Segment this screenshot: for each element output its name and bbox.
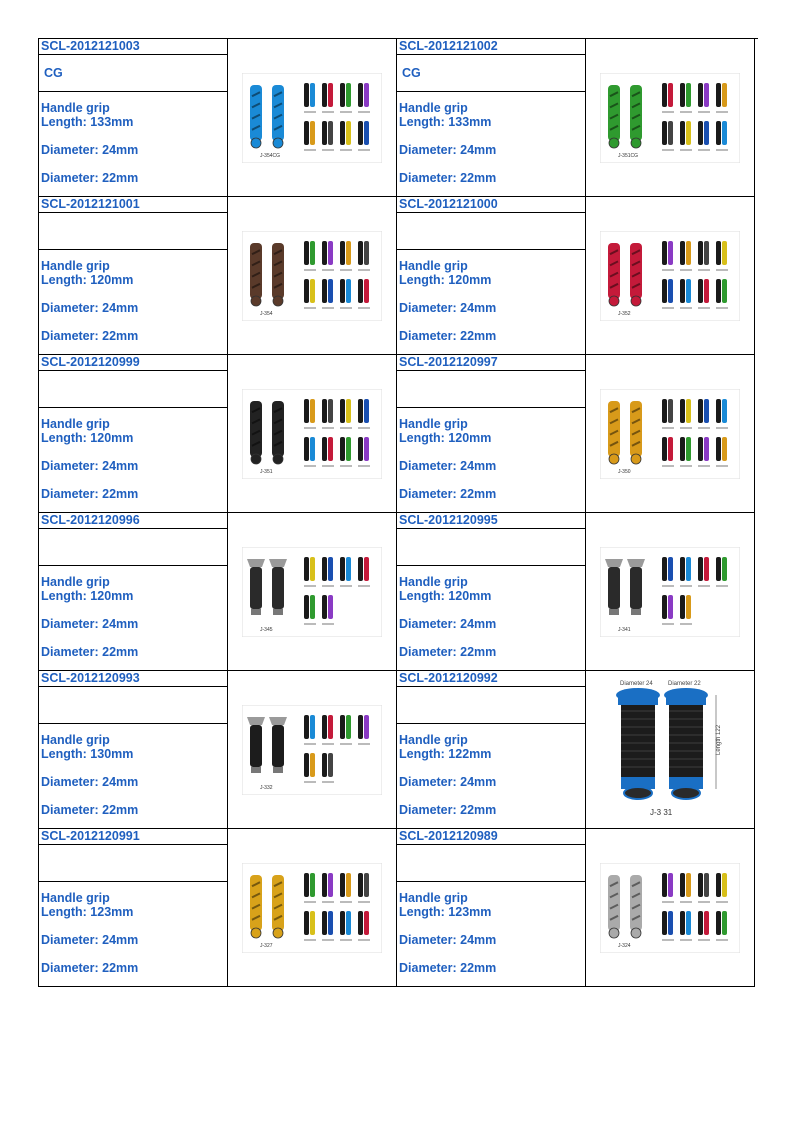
product-row <box>39 355 758 513</box>
brand-label: CG <box>39 55 227 92</box>
product-image-cell <box>586 355 755 513</box>
brand-label: CG <box>397 55 585 92</box>
product-info <box>397 671 586 829</box>
diameter-24-value: Diameter: 24mm <box>399 301 497 315</box>
spec-block <box>39 250 227 354</box>
length-value: Length: 120mm <box>41 589 134 603</box>
brand-label <box>397 687 585 724</box>
product-row <box>39 513 758 671</box>
product-info <box>39 513 228 671</box>
product-image-cell <box>586 829 755 987</box>
product-photo <box>242 73 382 163</box>
product-info <box>397 355 586 513</box>
product-info <box>39 671 228 829</box>
product-image-cell <box>586 39 755 197</box>
length-label: Length 122 <box>716 724 722 755</box>
product-row <box>39 39 758 197</box>
length-value: Length: 123mm <box>399 905 492 919</box>
main-grip-left <box>608 401 620 464</box>
product-name: Handle grip <box>41 733 110 747</box>
main-grip-right <box>272 401 284 464</box>
main-grip-right <box>272 243 284 306</box>
diameter-24-value: Diameter: 24mm <box>41 617 139 631</box>
diameter-24-value: Diameter: 24mm <box>399 617 497 631</box>
spec-block <box>397 250 585 354</box>
product-info <box>397 39 586 197</box>
product-photo <box>242 389 382 479</box>
model-label: J-351 <box>260 468 273 475</box>
product-info <box>397 197 586 355</box>
product-info <box>397 513 586 671</box>
diameter-24-value: Diameter: 24mm <box>41 933 139 947</box>
product-photo-large <box>590 675 750 825</box>
main-grip-left <box>250 243 262 306</box>
diameter-24-value: Diameter: 24mm <box>41 775 139 789</box>
brand-label <box>397 371 585 408</box>
product-image-cell <box>228 671 397 829</box>
brand-label <box>39 529 227 566</box>
diameter-22-value: Diameter: 22mm <box>399 645 497 659</box>
diameter-22-value: Diameter: 22mm <box>41 329 139 343</box>
length-value: Length: 120mm <box>399 589 492 603</box>
product-name: Handle grip <box>399 575 468 589</box>
product-photo <box>600 863 740 953</box>
product-code: SCL-2012121002 <box>397 39 585 55</box>
diameter-22-value: Diameter: 22mm <box>399 803 497 817</box>
product-name: Handle grip <box>399 417 468 431</box>
product-image-cell <box>228 197 397 355</box>
product-info <box>39 829 228 987</box>
diameter-left-label: Diameter 24 <box>620 680 653 687</box>
product-image-cell <box>228 829 397 987</box>
product-photo <box>242 231 382 321</box>
product-photo <box>600 389 740 479</box>
length-value: Length: 120mm <box>41 273 134 287</box>
product-image-cell <box>228 513 397 671</box>
product-image-cell <box>228 355 397 513</box>
product-code: SCL-2012120996 <box>39 513 227 529</box>
spec-block <box>397 882 585 986</box>
product-name: Handle grip <box>41 417 110 431</box>
length-value: Length: 120mm <box>399 273 492 287</box>
length-value: Length: 133mm <box>41 115 134 129</box>
diameter-24-value: Diameter: 24mm <box>41 301 139 315</box>
product-name: Handle grip <box>41 891 110 905</box>
main-grip-right <box>630 85 642 148</box>
product-code: SCL-2012121000 <box>397 197 585 213</box>
product-info <box>39 355 228 513</box>
diameter-24-value: Diameter: 24mm <box>399 459 497 473</box>
big-grip-right <box>664 688 708 799</box>
product-info <box>397 829 586 987</box>
model-label: J-350 <box>618 468 631 475</box>
main-grip-right <box>272 875 284 938</box>
main-grip-left <box>608 85 620 148</box>
product-name: Handle grip <box>399 733 468 747</box>
length-value: Length: 120mm <box>41 431 134 445</box>
product-name: Handle grip <box>41 259 110 273</box>
length-value: Length: 133mm <box>399 115 492 129</box>
spec-block <box>397 92 585 196</box>
diameter-24-value: Diameter: 24mm <box>41 143 139 157</box>
model-label: J-345 <box>260 626 273 633</box>
product-row <box>39 197 758 355</box>
diameter-22-value: Diameter: 22mm <box>399 487 497 501</box>
diameter-22-value: Diameter: 22mm <box>41 171 139 185</box>
product-photo <box>242 705 382 795</box>
product-row <box>39 671 758 829</box>
diameter-22-value: Diameter: 22mm <box>399 329 497 343</box>
brand-label <box>397 213 585 250</box>
product-photo <box>600 73 740 163</box>
big-grip-left <box>616 688 660 799</box>
spec-block <box>397 566 585 670</box>
spec-block <box>39 724 227 828</box>
diameter-22-value: Diameter: 22mm <box>399 961 497 975</box>
product-name: Handle grip <box>41 101 110 115</box>
product-info <box>39 39 228 197</box>
product-photo <box>242 547 382 637</box>
main-grip-left <box>250 401 262 464</box>
product-code: SCL-2012121003 <box>39 39 227 55</box>
product-image-cell <box>228 39 397 197</box>
model-label: J-3 31 <box>650 807 673 817</box>
model-label: J-352 <box>618 310 631 317</box>
main-grip-left <box>250 875 262 938</box>
model-label: J-341 <box>618 626 631 633</box>
model-label: J-351CG <box>618 152 639 159</box>
product-name: Handle grip <box>399 259 468 273</box>
spec-block <box>39 882 227 986</box>
spec-block <box>39 92 227 196</box>
spec-block <box>39 408 227 512</box>
product-sheet <box>38 38 758 987</box>
length-value: Length: 123mm <box>41 905 134 919</box>
product-code: SCL-2012120992 <box>397 671 585 687</box>
product-image-cell <box>586 513 755 671</box>
brand-label <box>39 687 227 724</box>
product-row <box>39 829 758 987</box>
spec-block <box>397 408 585 512</box>
product-image-cell <box>586 671 755 829</box>
product-code: SCL-2012120995 <box>397 513 585 529</box>
diameter-24-value: Diameter: 24mm <box>399 775 497 789</box>
main-grip-left <box>608 875 620 938</box>
brand-label <box>39 845 227 882</box>
product-code: SCL-2012121001 <box>39 197 227 213</box>
product-photo <box>242 863 382 953</box>
spec-block <box>39 566 227 670</box>
product-name: Handle grip <box>41 575 110 589</box>
product-photo <box>600 231 740 321</box>
model-label: J-327 <box>260 942 273 949</box>
diameter-22-value: Diameter: 22mm <box>399 171 497 185</box>
diameter-22-value: Diameter: 22mm <box>41 803 139 817</box>
length-value: Length: 122mm <box>399 747 492 761</box>
spec-block <box>397 724 585 828</box>
model-label: J-324 <box>618 942 631 949</box>
main-grip-right <box>630 875 642 938</box>
product-name: Handle grip <box>399 891 468 905</box>
model-label: J-354CG <box>260 152 281 159</box>
product-photo <box>600 547 740 637</box>
product-code: SCL-2012120999 <box>39 355 227 371</box>
product-info <box>39 197 228 355</box>
model-label: J-332 <box>260 784 273 791</box>
diameter-22-value: Diameter: 22mm <box>41 645 139 659</box>
length-value: Length: 120mm <box>399 431 492 445</box>
brand-label <box>397 845 585 882</box>
diameter-22-value: Diameter: 22mm <box>41 961 139 975</box>
main-grip-left <box>608 243 620 306</box>
brand-label <box>39 371 227 408</box>
brand-label <box>39 213 227 250</box>
main-grip-right <box>630 243 642 306</box>
length-value: Length: 130mm <box>41 747 134 761</box>
diameter-24-value: Diameter: 24mm <box>399 933 497 947</box>
diameter-22-value: Diameter: 22mm <box>41 487 139 501</box>
product-code: SCL-2012120989 <box>397 829 585 845</box>
product-code: SCL-2012120993 <box>39 671 227 687</box>
diameter-24-value: Diameter: 24mm <box>41 459 139 473</box>
main-grip-right <box>630 401 642 464</box>
product-code: SCL-2012120997 <box>397 355 585 371</box>
main-grip-right <box>272 85 284 148</box>
product-name: Handle grip <box>399 101 468 115</box>
product-image-cell <box>586 197 755 355</box>
diameter-right-label: Diameter 22 <box>668 680 701 687</box>
brand-label <box>397 529 585 566</box>
diameter-24-value: Diameter: 24mm <box>399 143 497 157</box>
model-label: J-354 <box>260 310 273 317</box>
product-code: SCL-2012120991 <box>39 829 227 845</box>
main-grip-left <box>250 85 262 148</box>
